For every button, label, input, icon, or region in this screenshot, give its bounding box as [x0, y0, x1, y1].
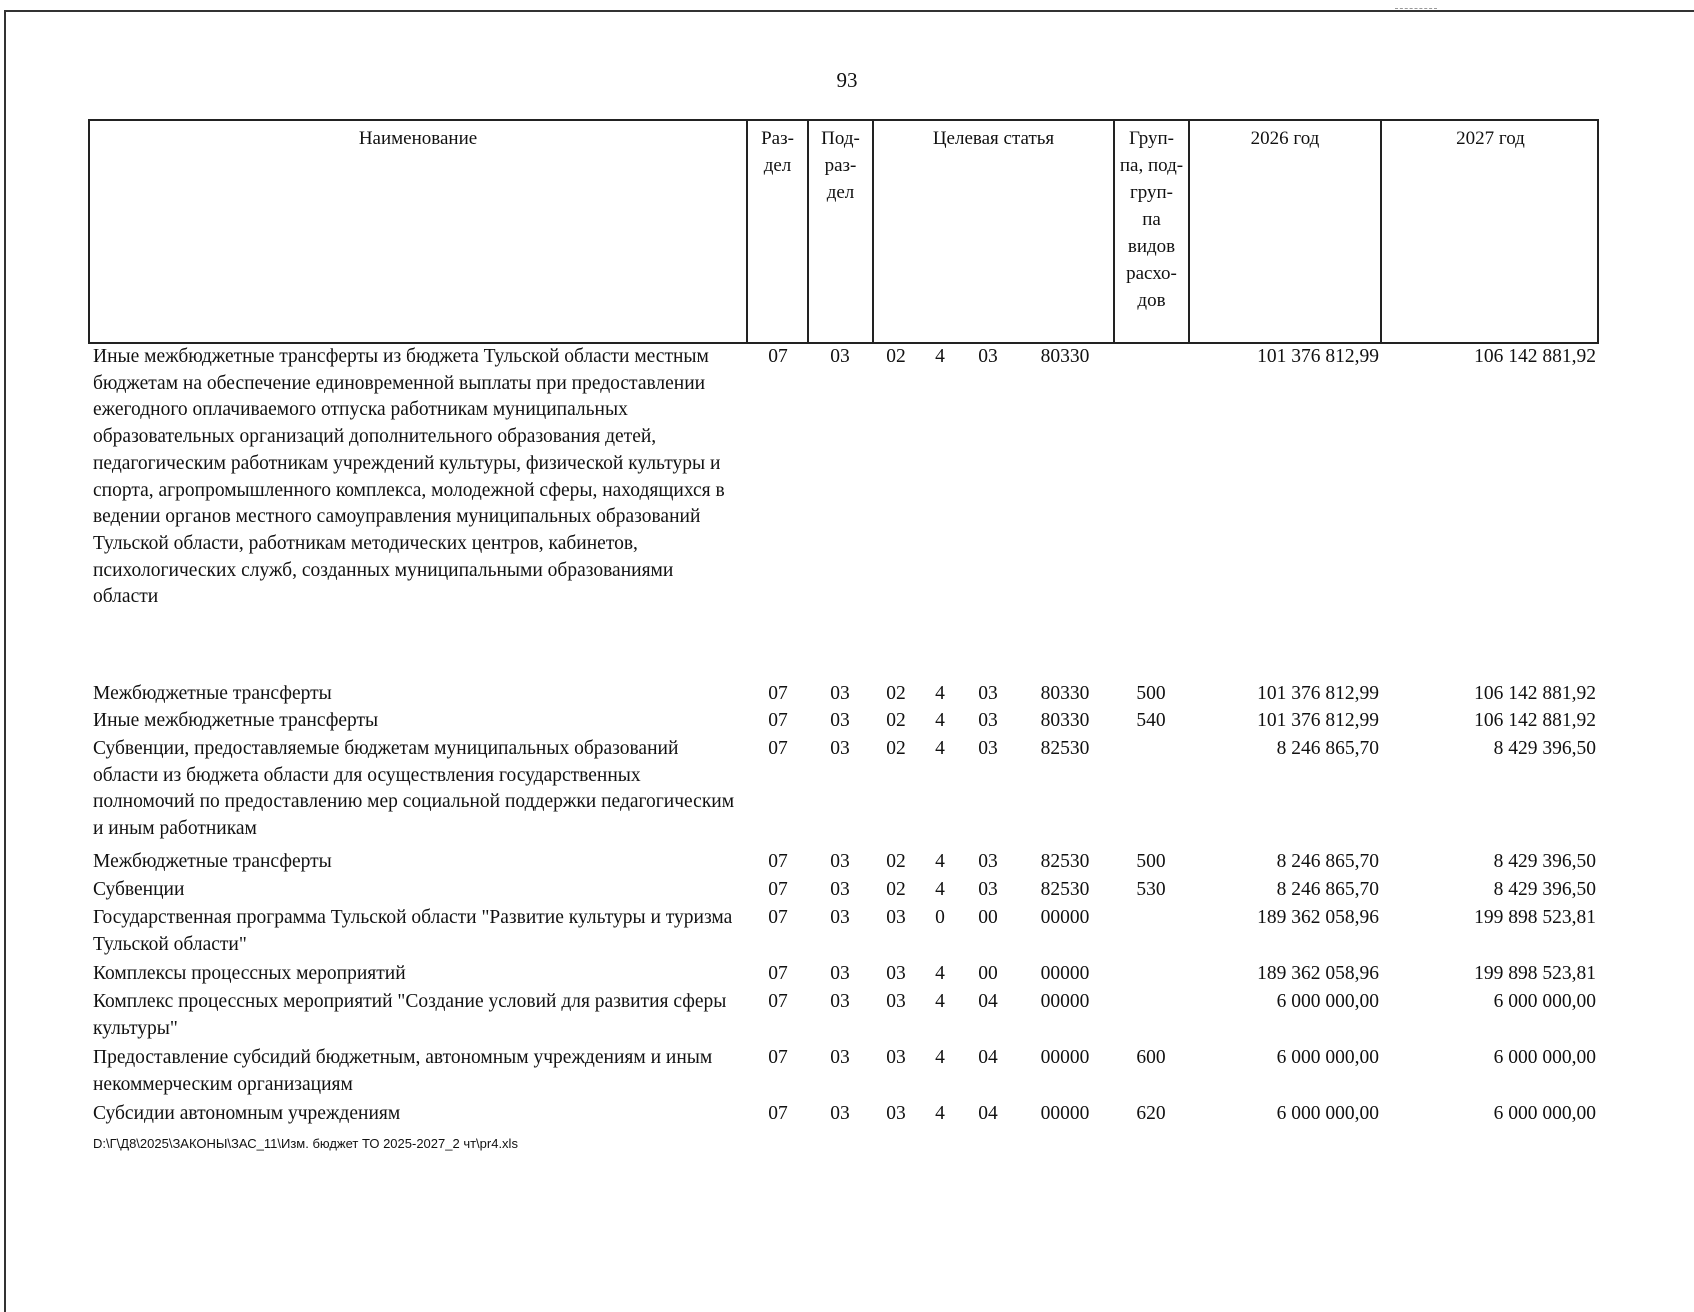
row-amount-2026: 189 362 058,96: [1257, 907, 1379, 928]
row-target-complex: 03: [978, 879, 998, 900]
row-target-direction: 00000: [1040, 1103, 1090, 1124]
row-amount-2027: 8 429 396,50: [1493, 851, 1596, 872]
row-subsection: 03: [830, 738, 850, 759]
row-target-type: 4: [935, 710, 945, 731]
row-target-type: 0: [935, 907, 945, 928]
row-target-program: 03: [886, 963, 906, 984]
row-name: Иные межбюджетные трансферты: [93, 710, 379, 731]
page-number: 93: [836, 68, 858, 92]
row-target-type: 4: [935, 346, 945, 367]
row-target-program: 03: [886, 907, 906, 928]
row-target-direction: 82530: [1040, 738, 1090, 759]
row-target-complex: 03: [978, 710, 998, 731]
row-target-type: 4: [935, 1103, 945, 1124]
row-expense-group: 620: [1136, 1103, 1166, 1124]
row-target-type: 4: [935, 683, 945, 704]
row-target-direction: 00000: [1040, 1047, 1090, 1068]
row-section: 07: [768, 1103, 788, 1124]
row-subsection: 03: [830, 683, 850, 704]
row-name: Иные межбюджетные трансферты из бюджета Тульской области местным бюджетам на обеспечение единовременной выплаты при предоставлении ежегодного оплачиваемого отпуска работникам муниципальных образовательных организаций дополнительного образования детей, педагогическим работникам учреждений культуры, физической культуры и спорта, агропромышленного комплекса, молодежной сферы, находящихся в ведении органов местного самоуправления муниципальных образований Тульской области, работникам методических центров, кабинетов, психологических служб, созданных муниципальными образованиями области: [93, 346, 725, 608]
row-amount-2027: 199 898 523,81: [1474, 963, 1596, 984]
row-amount-2026: 189 362 058,96: [1257, 963, 1379, 984]
row-target-program: 02: [886, 879, 906, 900]
row-target-program: 02: [886, 683, 906, 704]
row-expense-group: 500: [1136, 683, 1166, 704]
row-amount-2026: 8 246 865,70: [1276, 738, 1379, 759]
row-subsection: 03: [830, 991, 850, 1012]
row-name: Субсидии автономным учреждениям: [93, 1103, 401, 1124]
row-section: 07: [768, 683, 788, 704]
header-name: Наименование: [358, 128, 478, 149]
row-section: 07: [768, 963, 788, 984]
row-target-program: 03: [886, 991, 906, 1012]
row-amount-2027: 106 142 881,92: [1474, 710, 1596, 731]
row-name: Предоставление субсидий бюджетным, автономным учреждениям и иным некоммерческим организациям: [93, 1047, 713, 1095]
row-amount-2027: 6 000 000,00: [1493, 1103, 1596, 1124]
row-expense-group: 530: [1136, 879, 1166, 900]
row-target-direction: 00000: [1040, 991, 1090, 1012]
row-target-type: 4: [935, 851, 945, 872]
row-name: Комплексы процессных мероприятий: [93, 963, 406, 984]
row-amount-2026: 8 246 865,70: [1276, 879, 1379, 900]
header-year-2027: 2027 год: [1456, 128, 1525, 149]
scan-mark: [1395, 8, 1437, 9]
row-subsection: 03: [830, 710, 850, 731]
row-amount-2026: 101 376 812,99: [1257, 683, 1379, 704]
row-target-complex: 03: [978, 851, 998, 872]
divider: [872, 121, 874, 342]
row-name: Государственная программа Тульской области "Развитие культуры и туризма Тульской области": [93, 907, 733, 955]
row-target-direction: 80330: [1040, 710, 1090, 731]
row-target-complex: 04: [978, 991, 998, 1012]
row-section: 07: [768, 907, 788, 928]
header-year-2026: 2026 год: [1250, 128, 1320, 149]
divider: [1380, 121, 1382, 342]
row-target-complex: 03: [978, 683, 998, 704]
row-expense-group: 500: [1136, 851, 1166, 872]
row-target-direction: 80330: [1040, 683, 1090, 704]
row-amount-2026: 6 000 000,00: [1276, 1047, 1379, 1068]
row-section: 07: [768, 738, 788, 759]
row-target-complex: 03: [978, 346, 998, 367]
row-name: Субвенции: [93, 879, 185, 900]
row-target-type: 4: [935, 1047, 945, 1068]
row-name: Комплекс процессных мероприятий "Создание условий для развития сферы культуры": [93, 991, 727, 1039]
row-target-program: 02: [886, 346, 906, 367]
header-section: Раз- дел: [761, 128, 794, 176]
row-name: Субвенции, предоставляемые бюджетам муниципальных образований области из бюджета области для осуществления государственных полномочий по предоставлению мер социальной поддержки педагогическим и иным работникам: [93, 738, 735, 840]
row-target-type: 4: [935, 963, 945, 984]
row-section: 07: [768, 710, 788, 731]
row-subsection: 03: [830, 1047, 850, 1068]
row-amount-2027: 8 429 396,50: [1493, 738, 1596, 759]
divider: [1188, 121, 1190, 342]
row-amount-2027: 6 000 000,00: [1493, 991, 1596, 1012]
row-target-program: 02: [886, 851, 906, 872]
row-name: Межбюджетные трансферты: [93, 683, 332, 704]
footer-file-path: D:\Г\Д8\2025\ЗАКОНЫ\ЗАС_11\Изм. бюджет ТО 2025-2027_2 чт\pr4.xls: [93, 1136, 518, 1151]
row-target-program: 03: [886, 1103, 906, 1124]
row-target-type: 4: [935, 991, 945, 1012]
row-section: 07: [768, 1047, 788, 1068]
row-section: 07: [768, 879, 788, 900]
row-section: 07: [768, 346, 788, 367]
row-subsection: 03: [830, 346, 850, 367]
row-target-complex: 03: [978, 738, 998, 759]
row-amount-2026: 8 246 865,70: [1276, 851, 1379, 872]
row-amount-2027: 106 142 881,92: [1474, 346, 1596, 367]
row-target-program: 02: [886, 738, 906, 759]
row-target-direction: 00000: [1040, 907, 1090, 928]
header-expense-group: Груп- па, под- груп- па видов расхо- дов: [1119, 128, 1184, 311]
row-target-complex: 00: [978, 907, 998, 928]
row-target-direction: 82530: [1040, 851, 1090, 872]
header-subsection: Под- раз- дел: [821, 128, 860, 203]
row-target-direction: 00000: [1040, 963, 1090, 984]
table-header: [88, 119, 1599, 344]
row-expense-group: 540: [1136, 710, 1166, 731]
row-subsection: 03: [830, 907, 850, 928]
row-target-direction: 80330: [1040, 346, 1090, 367]
row-section: 07: [768, 851, 788, 872]
row-amount-2026: 101 376 812,99: [1257, 346, 1379, 367]
header-target-article: Целевая статья: [932, 128, 1055, 149]
row-target-program: 03: [886, 1047, 906, 1068]
row-target-direction: 82530: [1040, 879, 1090, 900]
row-amount-2026: 6 000 000,00: [1276, 1103, 1379, 1124]
row-subsection: 03: [830, 963, 850, 984]
row-amount-2027: 8 429 396,50: [1493, 879, 1596, 900]
row-subsection: 03: [830, 851, 850, 872]
row-target-complex: 04: [978, 1103, 998, 1124]
row-target-program: 02: [886, 710, 906, 731]
row-expense-group: 600: [1136, 1047, 1166, 1068]
row-target-complex: 00: [978, 963, 998, 984]
row-target-type: 4: [935, 879, 945, 900]
row-amount-2026: 101 376 812,99: [1257, 710, 1379, 731]
row-amount-2027: 106 142 881,92: [1474, 683, 1596, 704]
row-target-complex: 04: [978, 1047, 998, 1068]
row-subsection: 03: [830, 879, 850, 900]
row-amount-2026: 6 000 000,00: [1276, 991, 1379, 1012]
row-subsection: 03: [830, 1103, 850, 1124]
row-amount-2027: 6 000 000,00: [1493, 1047, 1596, 1068]
row-amount-2027: 199 898 523,81: [1474, 907, 1596, 928]
row-target-type: 4: [935, 738, 945, 759]
row-name: Межбюджетные трансферты: [93, 851, 332, 872]
row-section: 07: [768, 991, 788, 1012]
